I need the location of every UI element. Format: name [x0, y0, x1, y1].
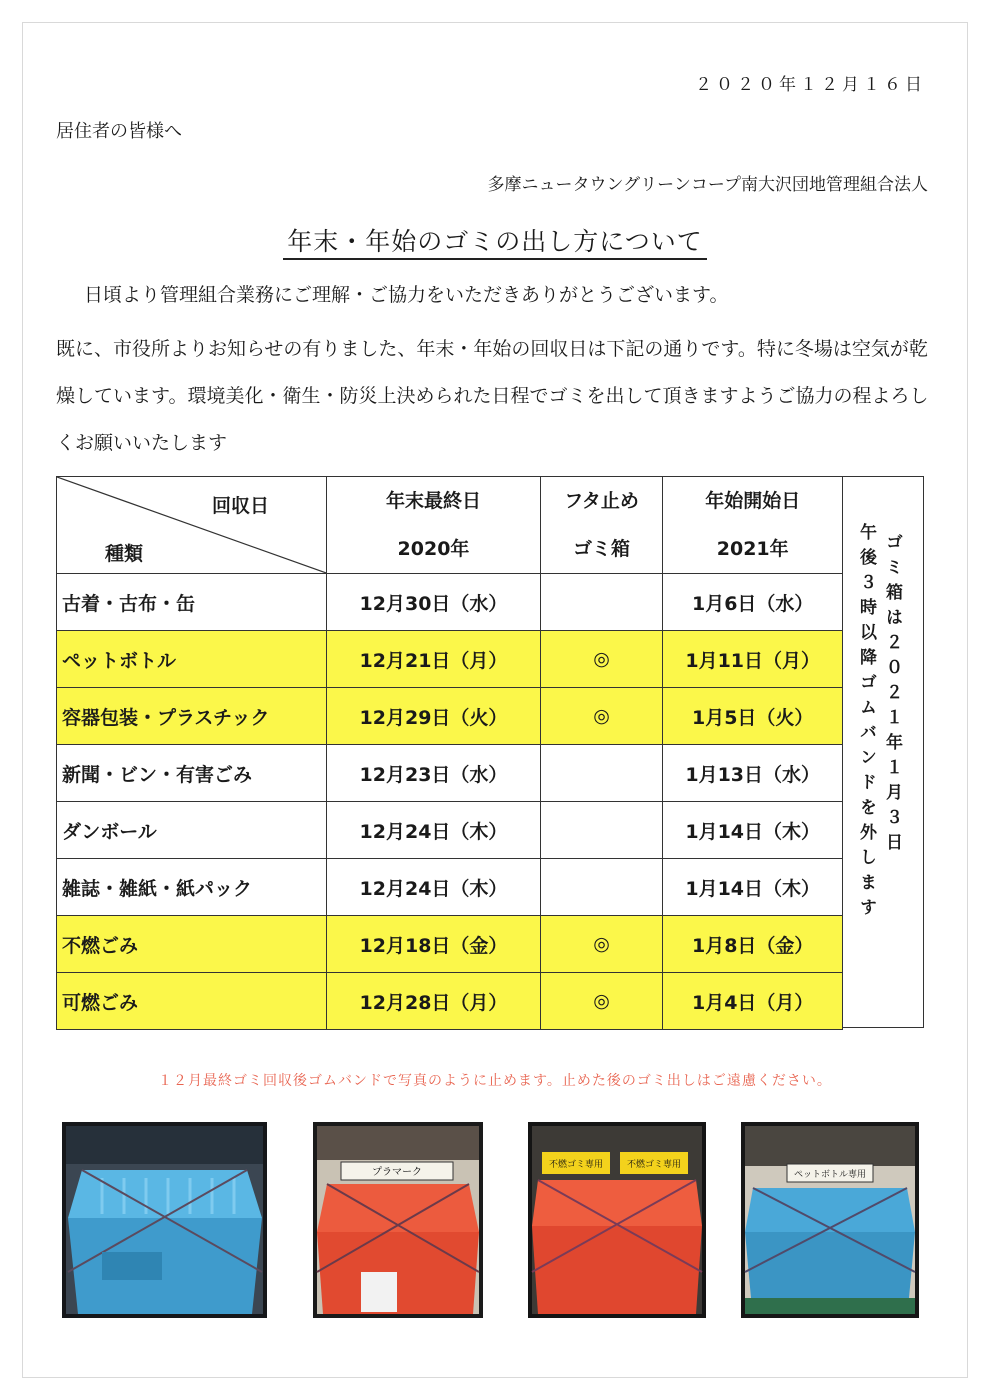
row-lid	[540, 745, 663, 802]
header-last-day	[327, 477, 540, 574]
row-kind: 古着・古布・缶	[57, 574, 327, 631]
greeting-paragraph: 日頃より管理組合業務にご理解・ご協力をいただきありがとうございます。	[84, 284, 729, 306]
collection-schedule-table	[56, 476, 843, 1030]
row-first-day: 1月5日（火）	[663, 688, 843, 745]
page-title-text: 年末・年始のゴミの出し方について	[283, 227, 707, 260]
row-last-day: 12月21日（月）	[327, 631, 540, 688]
row-kind: 新聞・ビン・有害ごみ	[57, 745, 327, 802]
header-collection-day: 回収日	[212, 495, 270, 517]
photo-red-bin-nonburnable	[528, 1122, 706, 1318]
row-kind: ペットボトル	[57, 631, 327, 688]
row-lid: ◎	[540, 973, 663, 1030]
sender: 多摩ニュータウングリーンコープ南大沢団地管理組合法人	[487, 175, 928, 195]
row-last-day: 12月24日（木）	[327, 802, 540, 859]
table-row	[57, 688, 843, 745]
side-note-line2: 午後３時以降ゴムバンドを外します	[856, 523, 876, 923]
photo-blue-bin-pet	[741, 1122, 919, 1318]
page-title	[0, 222, 990, 258]
table-row	[57, 802, 843, 859]
row-kind: 雑誌・雑紙・紙パック	[57, 859, 327, 916]
photo2-label: プラマーク	[372, 1167, 422, 1178]
header-first-day-label: 年始開始日	[705, 490, 801, 512]
row-lid: ◎	[540, 631, 663, 688]
row-kind: ダンボール	[57, 802, 327, 859]
row-first-day: 1月11日（月）	[663, 631, 843, 688]
table-row	[57, 574, 843, 631]
diagonal-line	[57, 477, 326, 573]
side-note-box	[843, 476, 924, 1028]
table-row	[57, 631, 843, 688]
row-lid: ◎	[540, 688, 663, 745]
row-kind: 可燃ごみ	[57, 973, 327, 1030]
header-type: 種類	[105, 543, 144, 565]
row-last-day: 12月28日（月）	[327, 973, 540, 1030]
header-last-day-label: 年末最終日	[385, 490, 481, 512]
row-first-day: 1月6日（水）	[663, 574, 843, 631]
header-diagonal-cell	[57, 477, 327, 574]
row-first-day: 1月13日（水）	[663, 745, 843, 802]
photo3-label-a: 不燃ゴミ専用	[548, 1160, 604, 1170]
table-header-row	[57, 477, 843, 574]
row-last-day: 12月23日（水）	[327, 745, 540, 802]
header-lid-label: フタ止め	[564, 490, 639, 512]
header-lid-sub: ゴミ箱	[573, 538, 631, 560]
photo-blue-bin-1	[62, 1122, 267, 1318]
table-row	[57, 859, 843, 916]
row-kind: 容器包装・プラスチック	[57, 688, 327, 745]
photo-red-bin-plastic	[313, 1122, 483, 1318]
row-last-day: 12月24日（木）	[327, 859, 540, 916]
row-first-day: 1月14日（木）	[663, 859, 843, 916]
row-first-day: 1月8日（金）	[663, 916, 843, 973]
table-row	[57, 745, 843, 802]
row-last-day: 12月30日（水）	[327, 574, 540, 631]
row-first-day: 1月14日（木）	[663, 802, 843, 859]
notice-paragraph: 既に、市役所よりお知らせの有りました、年末・年始の回収日は下記の通りです。特に冬場は空気が乾燥しています。環境美化・衛生・防災上決められた日程でゴミを出して頂きますようご協力の程よろしくお願いいたします	[56, 338, 929, 454]
header-lid-closed	[540, 477, 663, 574]
recipient: 居住者の皆様へ	[56, 121, 182, 142]
row-last-day: 12月29日（火）	[327, 688, 540, 745]
document-date: ２０２０年１２月１６日	[695, 75, 926, 95]
row-last-day: 12月18日（金）	[327, 916, 540, 973]
photo-caption: １２月最終ゴミ回収後ゴムバンドで写真のように止めます。止めた後のゴミ出しはご遠慮ください。	[158, 1073, 832, 1089]
row-lid	[540, 802, 663, 859]
row-lid	[540, 859, 663, 916]
photo4-label: ペットボトル専用	[793, 1170, 867, 1180]
table-row	[57, 973, 843, 1030]
table-row	[57, 916, 843, 973]
side-note-line1: ゴミ箱は２０２１年１月３日	[882, 533, 902, 858]
photo3-label-b: 不燃ゴミ専用	[626, 1160, 682, 1170]
header-last-day-year: 2020年	[397, 538, 470, 560]
header-first-day-year: 2021年	[716, 538, 789, 560]
header-first-day	[663, 477, 843, 574]
row-first-day: 1月4日（月）	[663, 973, 843, 1030]
row-lid: ◎	[540, 916, 663, 973]
row-kind: 不燃ごみ	[57, 916, 327, 973]
row-lid	[540, 574, 663, 631]
